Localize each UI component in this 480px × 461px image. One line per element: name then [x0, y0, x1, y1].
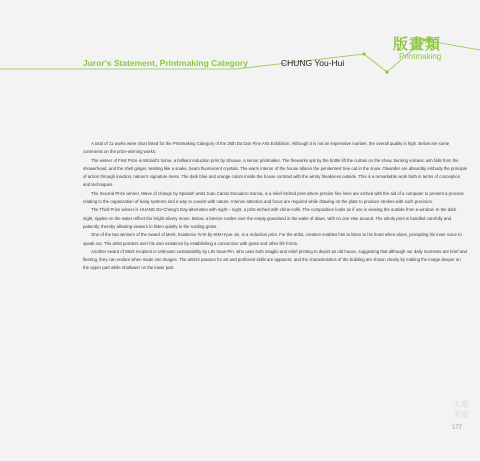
category-title-english: Printmaking: [399, 52, 442, 61]
category-title-chinese: 版畫類: [393, 35, 442, 53]
exhibition-seal-logo: [447, 398, 475, 420]
author-name: CHUNG You-Hui: [281, 58, 345, 68]
article-body: [83, 140, 467, 273]
paragraph-first-prize: The winner of First Prize is Wizard's home, a brilliant reduction print by Shuxue, a senior printmaker. The fireworks spit by the bottle lift the curtain on the show, burning volcanic ash falls from the showerhead, and the shell ginger, twisting like a snake, bears fluorescent crystals. The warm interior of the house allures the penitentest tree out in the snow. Oleander are absurdity embody the principle of action through inaction, nature's signature mess. The dark blue and orange colors inside the house contrast with the wintry bleakness outside. This is a remarkable work both in terms of conception and techniques.: [83, 157, 467, 188]
paragraph-third-prize: The Third Prize winner is HUANG De-Cheng's Day alternates with night – night, a print etched with chine-collé. The composition looks as if one is viewing the outside from a window. In the dark night, ripples on the water reflect the bright silvery moon. Below, a breeze rustles over the empty grassland in the wake of dawn, with no one else around. The whole print is handled carefully and patiently, thereby allowing viewers to listen quietly to the rustling grass.: [83, 207, 457, 229]
paragraph-merit-award-2: Another Award of Merit recipient is Unknown sustainability by LIN Xuan-Pin, who uses both intaglio and relief printing to depict an old house, suggesting that although our daily moments are brief and fleeting, they can endure when made into images. The artist's passion for art and proficient skills are apparent, and the characteristics of the building are shown clearly by making the image deeper on the upper part while shallower on the lower part.: [83, 248, 467, 271]
paragraph-second-prize: The Second Prize winner, Wave of change by Spanish artist Juan Carlos Escudero Garcia, is a relief etched print where precise fine lines are etched with the aid of a computer to present a process relating to the organization of living systems and a way to coexist with nature. Intense attention and focus are required while drawing on the plate to produce strokes with such precision.: [83, 190, 464, 205]
svg-text:美展: 美展: [453, 410, 469, 419]
article-title: Juror's Statement, Printmaking Category: [83, 58, 248, 68]
paragraph-merit-award-1: One of the two winners of the Award of Merit, Existence IV-III by KIM Hyun-Jin, is a reduction print. For the artist, creation enables him to listen to his heart when alone, prompting his inner voice to speak out. The artist ponders over his own existence by establishing a connection with grass and other life forms.: [83, 232, 462, 246]
paragraph-intro: A total of 11 works were short listed for the Printmaking Category of the 26th Da Dun Fine Arts Exhibition. Although it is not an impressive number, the overall quality is high. Below are some comments on the prize-winning works:: [83, 141, 450, 155]
page-number: 177: [452, 425, 463, 431]
svg-text:大墩: 大墩: [453, 400, 469, 409]
